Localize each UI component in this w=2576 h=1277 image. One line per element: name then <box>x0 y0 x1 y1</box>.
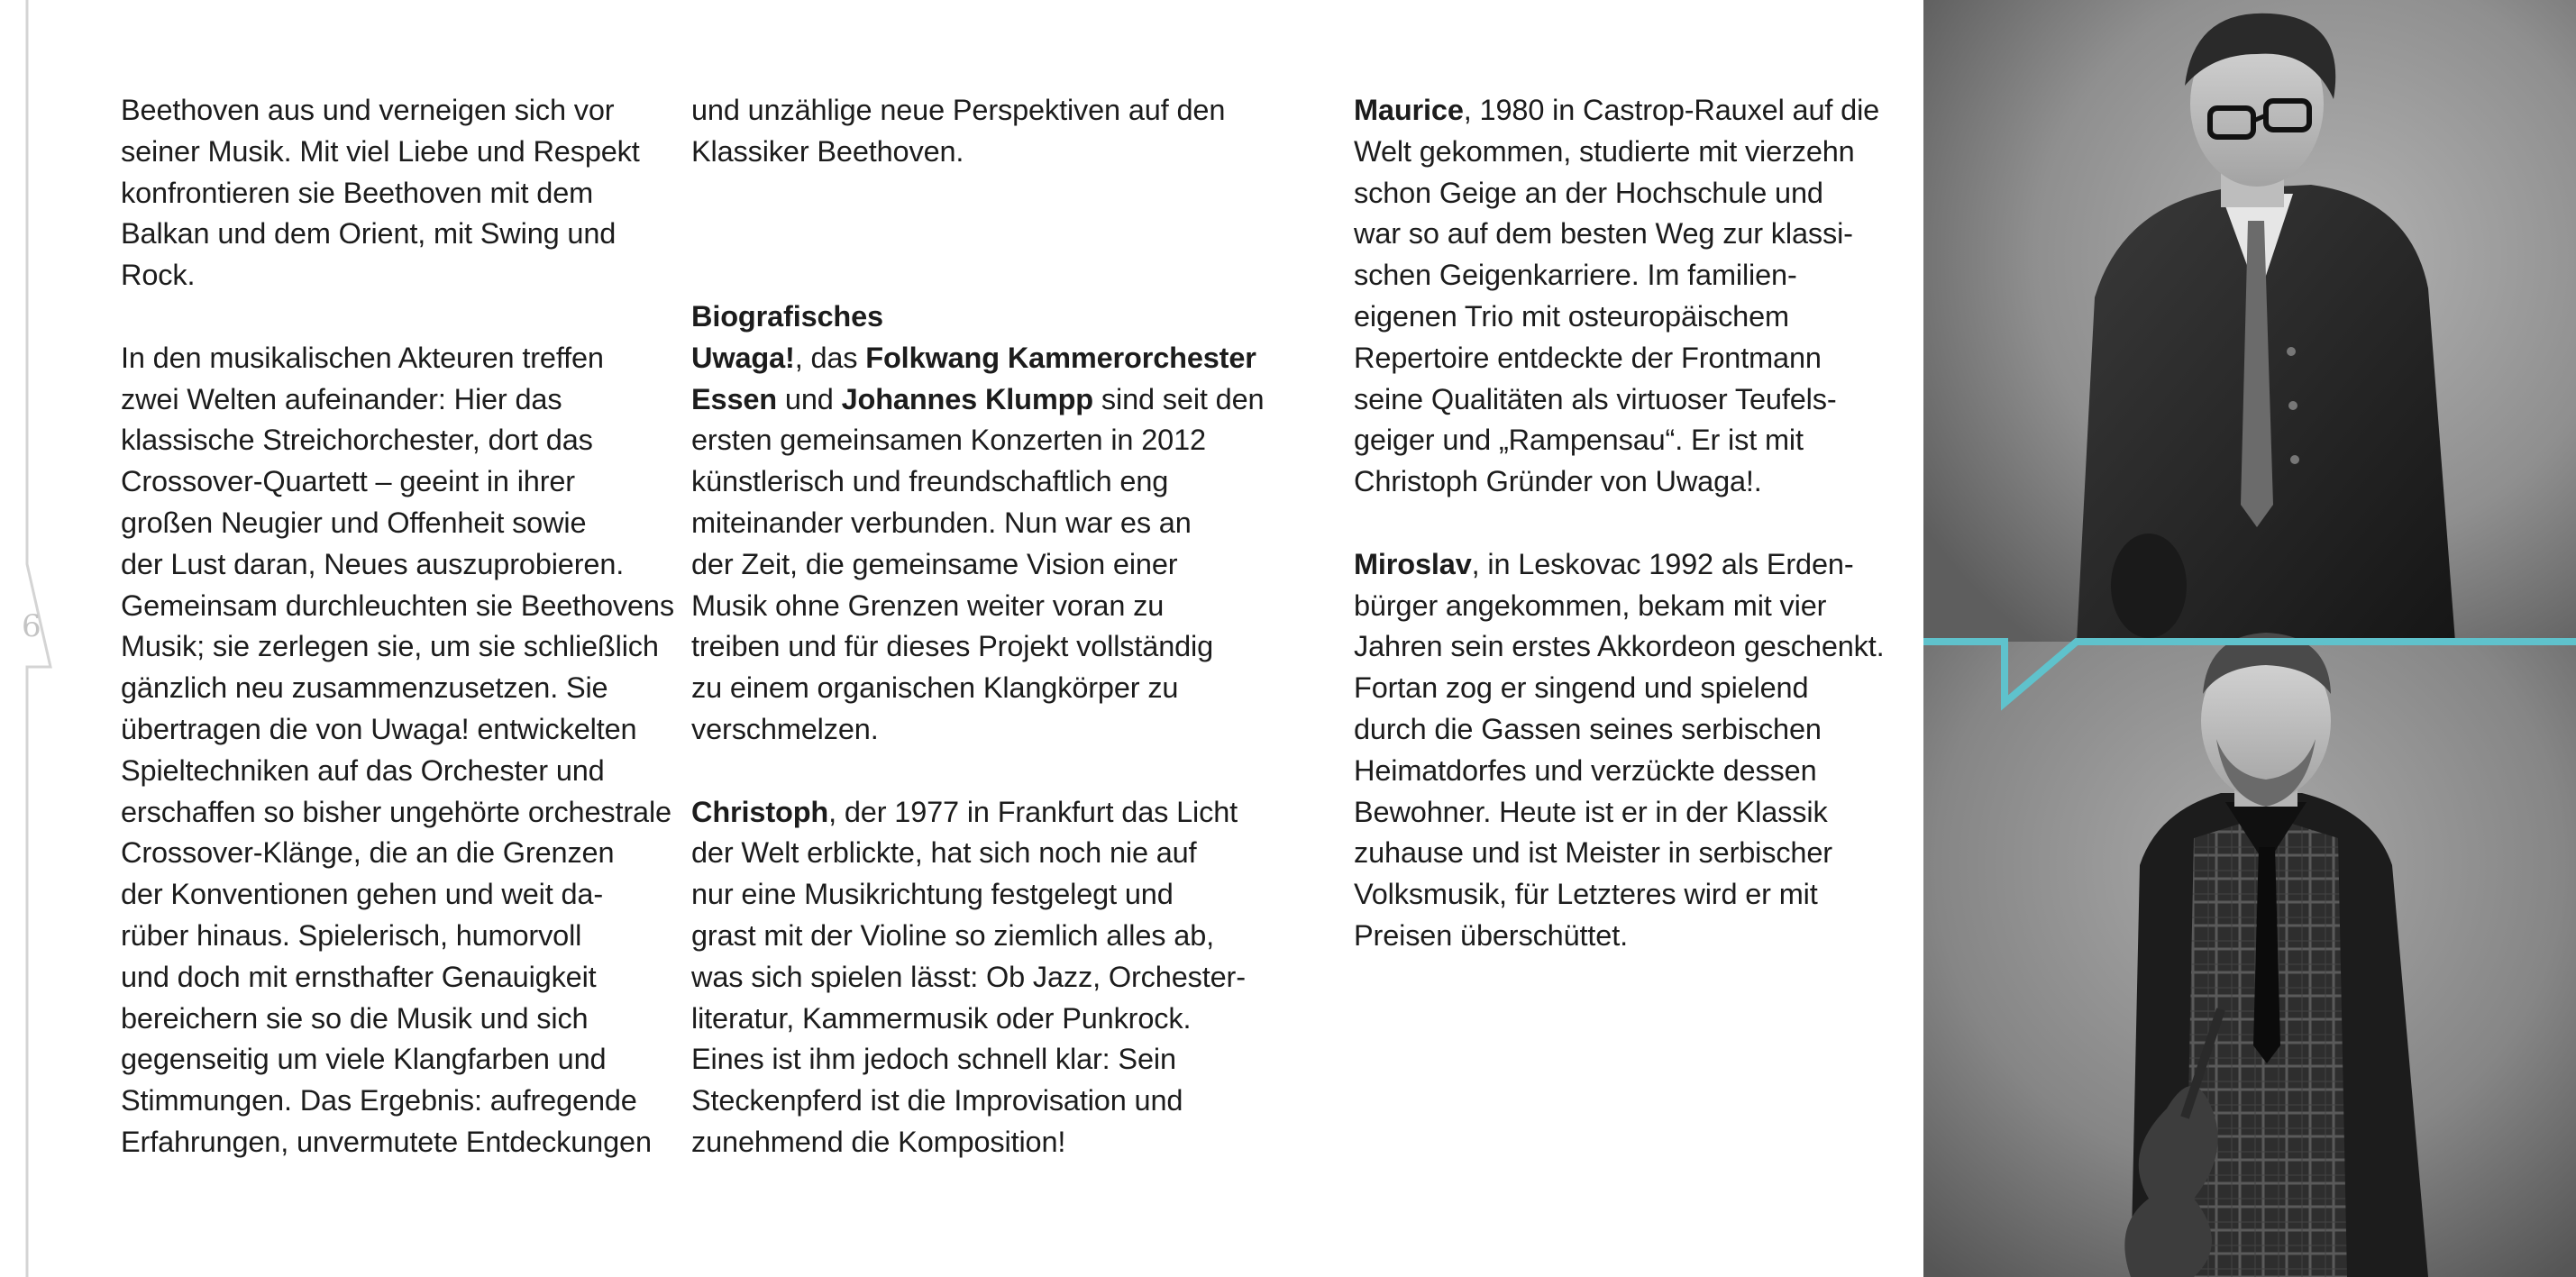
text-column-1 <box>121 90 674 1163</box>
section-heading <box>691 296 1232 338</box>
text-line: zu einem organischen Klangkörper zu <box>691 671 1179 705</box>
text-line: In den musikalischen Akteuren treffen <box>121 341 604 374</box>
name-uwaga: Uwaga! <box>691 341 795 374</box>
miroslav-first-line <box>1354 544 1895 586</box>
text-column-3 <box>1354 90 1895 957</box>
text-line: und unzählige neue Perspektiven auf den <box>691 94 1226 126</box>
portraits-illustration <box>1923 0 2576 1277</box>
text-line: bereichern sie so die Musik und sich <box>121 1001 589 1035</box>
text-line: durch die Gassen seines serbischen <box>1354 712 1822 745</box>
text-line: miteinander verbunden. Nun war es an <box>691 506 1192 539</box>
text-line: Welt gekommen, studierte mit vierzehn <box>1354 134 1855 168</box>
text-line: gegenseitig um viele Klangfarben und <box>121 1043 607 1076</box>
text-line: klassische Streichorchester, dort das <box>121 424 593 457</box>
text-line: Fortan zog er singend und spielend <box>1354 671 1809 705</box>
text-fragment: , 1980 in Castrop-Rauxel auf die <box>1463 94 1880 126</box>
text-line: Gemeinsam durchleuchten sie Beethovens <box>121 588 674 622</box>
maurice-first-line <box>1354 90 1895 132</box>
text-fragment: und <box>777 382 842 415</box>
text-fragment: , in Leskovac 1992 als Erden- <box>1471 547 1854 580</box>
text-line: literatur, Kammermusik oder Punkrock. <box>691 1001 1192 1035</box>
text-line: eigenen Trio mit osteuropäischem <box>1354 299 1789 333</box>
text-line: gänzlich neu zusammenzusetzen. Sie <box>121 671 608 705</box>
text-line: großen Neugier und Offenheit sowie <box>121 506 587 539</box>
christoph-first-line <box>691 792 1238 834</box>
bio-intro-line-1 <box>691 338 1256 379</box>
text-line: Jahren sein erstes Akkordeon geschenkt. <box>1354 630 1885 663</box>
text-line: übertragen die von Uwaga! entwickelten <box>121 712 637 745</box>
text-line: Crossover-Klänge, die an die Grenzen <box>121 836 615 870</box>
text-line: seine Qualitäten als virtuoser Teufels- <box>1354 382 1837 415</box>
text-line: Musik; sie zerlegen sie, um sie schließlich <box>121 630 659 663</box>
text-line: Bewohner. Heute ist er in der Klassik <box>1354 795 1828 828</box>
text-line: seiner Musik. Mit viel Liebe und Respekt <box>121 134 640 168</box>
page-number: 6 <box>22 608 41 644</box>
portrait-photo-panel <box>1923 0 2576 1277</box>
text-line: Stimmungen. Das Ergebnis: aufregende <box>121 1084 637 1117</box>
heading-text: Biografisches <box>691 299 883 333</box>
text-line: konfrontieren sie Beethoven mit dem <box>121 176 594 209</box>
name-christoph: Christoph <box>691 795 829 828</box>
text-column-2 <box>691 90 1265 1163</box>
text-line: geiger und „Rampensau“. Er ist mit <box>1354 424 1804 457</box>
name-maurice: Maurice <box>1354 94 1464 126</box>
text-line: nur eine Musikrichtung festgelegt und <box>691 878 1174 911</box>
text-line: Beethoven aus und verneigen sich vor <box>121 94 615 126</box>
text-line: rüber hinaus. Spielerisch, humorvoll <box>121 918 582 952</box>
text-line: der Lust daran, Neues auszuprobieren. <box>121 547 625 580</box>
text-line: Spieltechniken auf das Orchester und <box>121 753 605 787</box>
text-fragment: , das <box>794 341 866 374</box>
text-line: Volksmusik, für Letzteres wird er mit <box>1354 878 1818 911</box>
text-line: Repertoire entdeckte der Frontmann <box>1354 341 1822 374</box>
text-line: grast mit der Violine so ziemlich alles ab, <box>691 918 1215 952</box>
text-line: verschmelzen. <box>691 712 879 745</box>
text-line: erschaffen so bisher ungehörte orchestrale <box>121 795 671 828</box>
text-line: treiben und für dieses Projekt vollständig <box>691 630 1214 663</box>
text-line: schon Geige an der Hochschule und <box>1354 176 1823 209</box>
text-line: Crossover-Quartett – geeint in ihrer <box>121 465 575 498</box>
text-line: Erfahrungen, unvermutete Entdeckungen <box>121 1125 652 1158</box>
bio-intro-line-2 <box>691 379 1265 421</box>
text-line: Balkan und dem Orient, mit Swing und <box>121 217 617 251</box>
text-line: der Zeit, die gemeinsame Vision einer <box>691 547 1178 580</box>
text-fragment: , der 1977 in Frankfurt das Licht <box>828 795 1238 828</box>
name-essen: Essen <box>691 382 778 415</box>
text-line: Eines ist ihm jedoch schnell klar: Sein <box>691 1043 1176 1076</box>
text-line: Steckenpferd ist die Improvisation und <box>691 1084 1183 1117</box>
text-line: ersten gemeinsamen Konzerten in 2012 <box>691 424 1206 457</box>
text-line: der Konventionen gehen und weit da- <box>121 878 604 911</box>
text-line: zwei Welten aufeinander: Hier das <box>121 382 562 415</box>
text-fragment: sind seit den <box>1093 382 1265 415</box>
text-line: war so auf dem besten Weg zur klassi- <box>1354 217 1853 251</box>
text-line: Heimatdorfes und verzückte dessen <box>1354 753 1817 787</box>
text-line: was sich spielen lässt: Ob Jazz, Orchester- <box>691 960 1246 993</box>
name-orchestra: Folkwang Kammerorchester <box>865 341 1256 374</box>
text-line: zunehmend die Komposition! <box>691 1125 1066 1158</box>
text-line: der Welt erblickte, hat sich noch nie auf <box>691 836 1197 870</box>
text-line: Christoph Gründer von Uwaga!. <box>1354 465 1762 498</box>
text-line: und doch mit ernsthafter Genauigkeit <box>121 960 597 993</box>
text-line: künstlerisch und freundschaftlich eng <box>691 465 1169 498</box>
text-line: Musik ohne Grenzen weiter voran zu <box>691 588 1165 622</box>
text-line: schen Geigenkarriere. Im familien- <box>1354 259 1797 292</box>
text-line: bürger angekommen, bekam mit vier <box>1354 588 1827 622</box>
text-line: Klassiker Beethoven. <box>691 134 964 168</box>
name-miroslav: Miroslav <box>1354 547 1472 580</box>
text-line: zuhause und ist Meister in serbischer <box>1354 836 1832 870</box>
name-klumpp: Johannes Klumpp <box>841 382 1094 415</box>
text-line: Rock. <box>121 259 196 292</box>
text-line: Preisen überschüttet. <box>1354 918 1628 952</box>
